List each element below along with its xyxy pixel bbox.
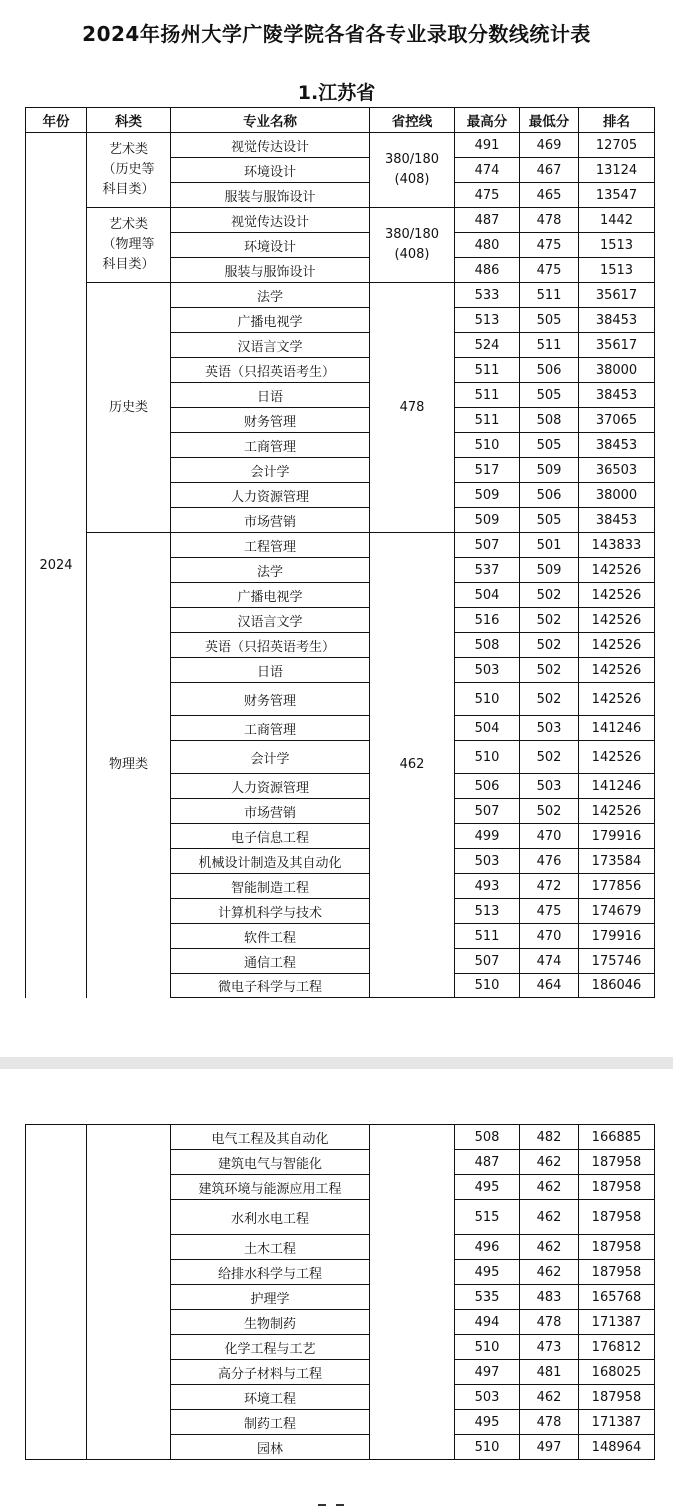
rank-cell: 142526 xyxy=(579,558,655,583)
section-title: 1.江苏省 xyxy=(297,82,376,104)
rank-cell: 148964 xyxy=(579,1435,655,1460)
rank-cell: 187958 xyxy=(579,1200,655,1235)
max-score-cell: 506 xyxy=(455,774,520,799)
min-score-cell: 478 xyxy=(520,208,579,233)
rank-cell: 142526 xyxy=(579,658,655,683)
max-score-cell: 510 xyxy=(455,741,520,774)
control-line-cell: 380/180 (408) xyxy=(370,133,455,208)
max-score-cell: 491 xyxy=(455,133,520,158)
max-score-cell: 507 xyxy=(455,949,520,974)
min-score-cell: 464 xyxy=(520,974,579,998)
min-score-cell: 511 xyxy=(520,283,579,308)
rank-cell: 187958 xyxy=(579,1235,655,1260)
rank-cell: 143833 xyxy=(579,533,655,558)
min-score-cell: 475 xyxy=(520,233,579,258)
rank-cell: 166885 xyxy=(579,1125,655,1150)
max-score-cell: 507 xyxy=(455,533,520,558)
max-score-cell: 510 xyxy=(455,433,520,458)
max-score-cell: 524 xyxy=(455,333,520,358)
major-cell: 会计学 xyxy=(171,741,370,774)
max-score-cell: 508 xyxy=(455,1125,520,1150)
min-score-cell: 511 xyxy=(520,333,579,358)
major-cell: 市场营销 xyxy=(171,508,370,533)
major-cell: 环境设计 xyxy=(171,158,370,183)
major-cell: 电气工程及其自动化 xyxy=(171,1125,370,1150)
header-control-line: 省控线 xyxy=(370,108,455,133)
next-page-fragment xyxy=(318,1491,358,1495)
major-cell: 制药工程 xyxy=(171,1410,370,1435)
major-cell: 广播电视学 xyxy=(171,583,370,608)
min-score-cell: 473 xyxy=(520,1335,579,1360)
min-score-cell: 462 xyxy=(520,1175,579,1200)
major-cell: 水利水电工程 xyxy=(171,1200,370,1235)
max-score-cell: 510 xyxy=(455,1335,520,1360)
major-cell: 服装与服饰设计 xyxy=(171,183,370,208)
header-category: 科类 xyxy=(87,108,171,133)
max-score-cell: 503 xyxy=(455,849,520,874)
major-cell: 电子信息工程 xyxy=(171,824,370,849)
table-row xyxy=(26,533,655,558)
min-score-cell: 501 xyxy=(520,533,579,558)
rank-cell: 36503 xyxy=(579,458,655,483)
max-score-cell: 510 xyxy=(455,1435,520,1460)
rank-cell: 141246 xyxy=(579,774,655,799)
max-score-cell: 487 xyxy=(455,1150,520,1175)
min-score-cell: 482 xyxy=(520,1125,579,1150)
control-line-cell: 380/180 (408) xyxy=(370,208,455,283)
rank-cell: 179916 xyxy=(579,924,655,949)
header-min-score: 最低分 xyxy=(520,108,579,133)
rank-cell: 38000 xyxy=(579,358,655,383)
min-score-cell: 472 xyxy=(520,874,579,899)
document-title: 2024年扬州大学广陵学院各省各专业录取分数线统计表 xyxy=(82,22,591,46)
min-score-cell: 502 xyxy=(520,799,579,824)
major-cell: 会计学 xyxy=(171,458,370,483)
rank-cell: 187958 xyxy=(579,1385,655,1410)
table-row xyxy=(26,283,655,308)
major-cell: 人力资源管理 xyxy=(171,483,370,508)
major-cell: 日语 xyxy=(171,383,370,408)
min-score-cell: 462 xyxy=(520,1200,579,1235)
max-score-cell: 513 xyxy=(455,899,520,924)
category-cell: 艺术类（物理等科目类） xyxy=(87,208,171,283)
major-cell: 法学 xyxy=(171,283,370,308)
major-cell: 汉语言文学 xyxy=(171,608,370,633)
max-score-cell: 504 xyxy=(455,583,520,608)
min-score-cell: 483 xyxy=(520,1285,579,1310)
rank-cell: 142526 xyxy=(579,799,655,824)
major-cell: 通信工程 xyxy=(171,949,370,974)
rank-cell: 187958 xyxy=(579,1150,655,1175)
max-score-cell: 504 xyxy=(455,716,520,741)
min-score-cell: 476 xyxy=(520,849,579,874)
min-score-cell: 462 xyxy=(520,1260,579,1285)
rank-cell: 1513 xyxy=(579,258,655,283)
page-separator xyxy=(0,1057,673,1069)
category-cell: 历史类 xyxy=(87,283,171,533)
major-cell: 环境设计 xyxy=(171,233,370,258)
rank-cell: 165768 xyxy=(579,1285,655,1310)
max-score-cell: 533 xyxy=(455,283,520,308)
major-cell: 智能制造工程 xyxy=(171,874,370,899)
min-score-cell: 502 xyxy=(520,658,579,683)
min-score-cell: 505 xyxy=(520,508,579,533)
major-cell: 英语（只招英语考生） xyxy=(171,633,370,658)
rank-cell: 171387 xyxy=(579,1310,655,1335)
min-score-cell: 475 xyxy=(520,258,579,283)
max-score-cell: 510 xyxy=(455,974,520,998)
major-cell: 市场营销 xyxy=(171,799,370,824)
max-score-cell: 508 xyxy=(455,633,520,658)
max-score-cell: 495 xyxy=(455,1260,520,1285)
category-cell: 艺术类（历史等科目类） xyxy=(87,133,171,208)
rank-cell: 175746 xyxy=(579,949,655,974)
max-score-cell: 509 xyxy=(455,508,520,533)
major-cell: 视觉传达设计 xyxy=(171,208,370,233)
max-score-cell: 515 xyxy=(455,1200,520,1235)
rank-cell: 176812 xyxy=(579,1335,655,1360)
major-cell: 园林 xyxy=(171,1435,370,1460)
max-score-cell: 496 xyxy=(455,1235,520,1260)
max-score-cell: 507 xyxy=(455,799,520,824)
major-cell: 机械设计制造及其自动化 xyxy=(171,849,370,874)
rank-cell: 168025 xyxy=(579,1360,655,1385)
min-score-cell: 475 xyxy=(520,899,579,924)
rank-cell: 179916 xyxy=(579,824,655,849)
min-score-cell: 462 xyxy=(520,1235,579,1260)
major-cell: 给排水科学与工程 xyxy=(171,1260,370,1285)
major-cell: 化学工程与工艺 xyxy=(171,1335,370,1360)
max-score-cell: 511 xyxy=(455,358,520,383)
rank-cell: 177856 xyxy=(579,874,655,899)
rank-cell: 35617 xyxy=(579,283,655,308)
max-score-cell: 493 xyxy=(455,874,520,899)
major-cell: 人力资源管理 xyxy=(171,774,370,799)
header-rank: 排名 xyxy=(579,108,655,133)
min-score-cell: 478 xyxy=(520,1310,579,1335)
control-line-cell: 462 xyxy=(370,533,455,998)
major-cell: 建筑电气与智能化 xyxy=(171,1150,370,1175)
rank-cell: 38453 xyxy=(579,508,655,533)
min-score-cell: 502 xyxy=(520,683,579,716)
table-row xyxy=(26,1125,655,1150)
header-major: 专业名称 xyxy=(171,108,370,133)
year-cell: 2024 xyxy=(26,133,87,998)
max-score-cell: 497 xyxy=(455,1360,520,1385)
min-score-cell: 506 xyxy=(520,358,579,383)
rank-cell: 12705 xyxy=(579,133,655,158)
max-score-cell: 511 xyxy=(455,408,520,433)
max-score-cell: 535 xyxy=(455,1285,520,1310)
rank-cell: 1442 xyxy=(579,208,655,233)
rank-cell: 37065 xyxy=(579,408,655,433)
category-cell-continued xyxy=(87,1125,171,1460)
rank-cell: 186046 xyxy=(579,974,655,998)
major-cell: 英语（只招英语考生） xyxy=(171,358,370,383)
min-score-cell: 509 xyxy=(520,558,579,583)
min-score-cell: 497 xyxy=(520,1435,579,1460)
major-cell: 视觉传达设计 xyxy=(171,133,370,158)
admission-score-table xyxy=(25,107,655,998)
min-score-cell: 509 xyxy=(520,458,579,483)
max-score-cell: 486 xyxy=(455,258,520,283)
rank-cell: 141246 xyxy=(579,716,655,741)
rank-cell: 38000 xyxy=(579,483,655,508)
max-score-cell: 495 xyxy=(455,1410,520,1435)
min-score-cell: 502 xyxy=(520,741,579,774)
max-score-cell: 517 xyxy=(455,458,520,483)
min-score-cell: 506 xyxy=(520,483,579,508)
max-score-cell: 475 xyxy=(455,183,520,208)
min-score-cell: 503 xyxy=(520,774,579,799)
major-cell: 广播电视学 xyxy=(171,308,370,333)
min-score-cell: 505 xyxy=(520,383,579,408)
rank-cell: 1513 xyxy=(579,233,655,258)
category-cell: 物理类 xyxy=(87,533,171,998)
rank-cell: 171387 xyxy=(579,1410,655,1435)
rank-cell: 187958 xyxy=(579,1175,655,1200)
major-cell: 财务管理 xyxy=(171,408,370,433)
control-line-cell: 478 xyxy=(370,283,455,533)
min-score-cell: 505 xyxy=(520,308,579,333)
major-cell: 计算机科学与技术 xyxy=(171,899,370,924)
rank-cell: 35617 xyxy=(579,333,655,358)
table-header-row xyxy=(26,108,655,133)
rank-cell: 173584 xyxy=(579,849,655,874)
max-score-cell: 510 xyxy=(455,683,520,716)
major-cell: 软件工程 xyxy=(171,924,370,949)
max-score-cell: 537 xyxy=(455,558,520,583)
max-score-cell: 499 xyxy=(455,824,520,849)
min-score-cell: 503 xyxy=(520,716,579,741)
max-score-cell: 487 xyxy=(455,208,520,233)
major-cell: 微电子科学与工程 xyxy=(171,974,370,998)
max-score-cell: 503 xyxy=(455,658,520,683)
min-score-cell: 505 xyxy=(520,433,579,458)
min-score-cell: 502 xyxy=(520,608,579,633)
rank-cell: 187958 xyxy=(579,1260,655,1285)
major-cell: 高分子材料与工程 xyxy=(171,1360,370,1385)
max-score-cell: 511 xyxy=(455,924,520,949)
max-score-cell: 513 xyxy=(455,308,520,333)
major-cell: 日语 xyxy=(171,658,370,683)
max-score-cell: 516 xyxy=(455,608,520,633)
rank-cell: 142526 xyxy=(579,608,655,633)
major-cell: 工商管理 xyxy=(171,716,370,741)
major-cell: 护理学 xyxy=(171,1285,370,1310)
max-score-cell: 494 xyxy=(455,1310,520,1335)
rank-cell: 13547 xyxy=(579,183,655,208)
max-score-cell: 474 xyxy=(455,158,520,183)
table-row xyxy=(26,208,655,233)
rank-cell: 38453 xyxy=(579,308,655,333)
major-cell: 生物制药 xyxy=(171,1310,370,1335)
min-score-cell: 470 xyxy=(520,824,579,849)
major-cell: 财务管理 xyxy=(171,683,370,716)
rank-cell: 142526 xyxy=(579,741,655,774)
major-cell: 环境工程 xyxy=(171,1385,370,1410)
table-row xyxy=(26,133,655,158)
min-score-cell: 467 xyxy=(520,158,579,183)
max-score-cell: 503 xyxy=(455,1385,520,1410)
max-score-cell: 509 xyxy=(455,483,520,508)
major-cell: 汉语言文学 xyxy=(171,333,370,358)
rank-cell: 142526 xyxy=(579,633,655,658)
min-score-cell: 502 xyxy=(520,583,579,608)
rank-cell: 142526 xyxy=(579,683,655,716)
min-score-cell: 481 xyxy=(520,1360,579,1385)
major-cell: 服装与服饰设计 xyxy=(171,258,370,283)
major-cell: 工商管理 xyxy=(171,433,370,458)
year-cell-continued xyxy=(26,1125,87,1460)
min-score-cell: 478 xyxy=(520,1410,579,1435)
min-score-cell: 465 xyxy=(520,183,579,208)
min-score-cell: 462 xyxy=(520,1150,579,1175)
major-cell: 土木工程 xyxy=(171,1235,370,1260)
min-score-cell: 502 xyxy=(520,633,579,658)
major-cell: 法学 xyxy=(171,558,370,583)
header-year: 年份 xyxy=(26,108,87,133)
header-max-score: 最高分 xyxy=(455,108,520,133)
rank-cell: 174679 xyxy=(579,899,655,924)
major-cell: 工程管理 xyxy=(171,533,370,558)
min-score-cell: 474 xyxy=(520,949,579,974)
min-score-cell: 469 xyxy=(520,133,579,158)
rank-cell: 142526 xyxy=(579,583,655,608)
max-score-cell: 495 xyxy=(455,1175,520,1200)
rank-cell: 38453 xyxy=(579,383,655,408)
min-score-cell: 470 xyxy=(520,924,579,949)
max-score-cell: 511 xyxy=(455,383,520,408)
admission-score-table-continued xyxy=(25,1124,655,1460)
rank-cell: 13124 xyxy=(579,158,655,183)
major-cell: 建筑环境与能源应用工程 xyxy=(171,1175,370,1200)
min-score-cell: 508 xyxy=(520,408,579,433)
max-score-cell: 480 xyxy=(455,233,520,258)
rank-cell: 38453 xyxy=(579,433,655,458)
min-score-cell: 462 xyxy=(520,1385,579,1410)
control-line-cell-continued xyxy=(370,1125,455,1460)
